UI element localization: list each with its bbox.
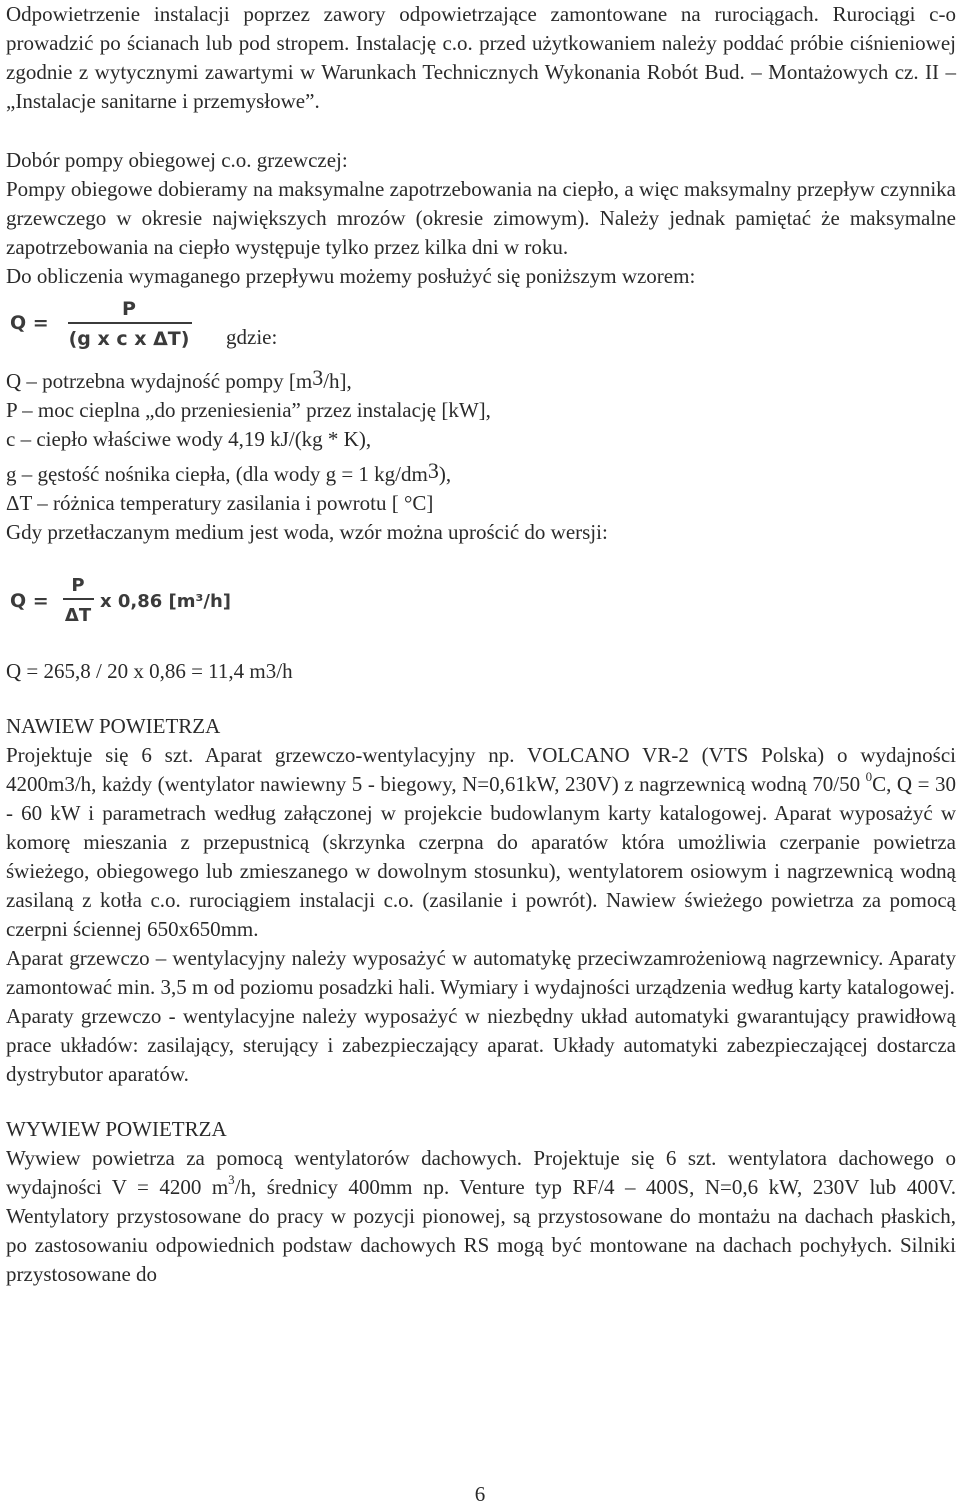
paragraph-wywiew-1: Wywiew powietrza za pomocą wentylatorów dachowych. Projektuje się 6 szt. wentylatora dachowego o wydajności V = 4200 $m^3/h$, średnicy 400mm np. Venture typ RF/4 – 400S, N=0,6 kW, 230V lub 400V. Wentylatory przystosowane do pracy w pozycji pionowej, są przystosowane do montażu na dachach płaskich, po zastosowaniu odpowiednich podstaw dachowych RS mogą być montowane na dachach pochyłych. Silniki przystosowane do (6, 1146, 956, 1286)
flow-formula-graphic (6, 293, 206, 353)
paragraph-formula-intro: Do obliczenia wymaganego przepływu możemy posłużyć się poniższym wzorem: (6, 264, 696, 288)
simplified-formula-graphic (6, 565, 236, 635)
definition-g: g – gęstość nośnika ciepła, (dla wody g = 1 kg/dm3), (6, 458, 452, 486)
paragraph-nawiew-1: Projektuje się 6 szt. Aparat grzewczo-wentylacyjny np. VOLCANO VR-2 (VTS Polska) o wydajności 4200m3/h, każdy (wentylator nawiewny 5 - biegowy, N=0,61kW, 230V) z nagrzewnicą wodną 70/50 $^0$C, Q = 30 - 60 kW i parametrach według załączonej w projekcie budowlanym karty katalogowej. Aparat wyposażyć w komorę mieszania z przepustnicą (skrzynka czerpna do aparatów która umożliwia czerpanie powietrza świeżego, obiegowego lub zmieszanego w dowolnym stosunku), wentylatorem osiowym i nagrzewnicą wodną zasilaną z kotła c.o. rurociągiem instalacji c.o. (zasilanie i powrót). Nawiew świeżego powietrza za pomocą czerpni ściennej 650x650mm. (6, 743, 956, 941)
document-page (6, 0, 956, 1289)
formula1-lhs: Q = (10, 312, 49, 334)
wywiew-heading: WYWIEW POWIETRZA (6, 1117, 227, 1141)
paragraph-pump-selection: Pompy obiegowe dobieramy na maksymalne zapotrzebowania na ciepło, a więc maksymalny przepływ czynnika grzewczego w okresie największych mrozów (okresie zimowym). Należy jednak pamiętać że maksymalne zapotrzebowania na ciepło występuje tylko przez kilka dni w roku. (6, 177, 956, 259)
simplified-formula (6, 565, 956, 643)
nawiew-heading: NAWIEW POWIETRZA (6, 714, 221, 738)
paragraph-nawiew-2: Aparat grzewczo – wentylacyjny należy wyposażyć w automatykę przeciwzamrożeniową nagrzewnicy. Aparaty zamontować min. 3,5 m od poziomu posadzki hali. Wymiary i wydajności urządzenia według karty katalogowej. (6, 946, 956, 999)
definition-p: P – moc cieplna „do przeniesienia” przez instalację [kW], (6, 398, 491, 422)
formula1-numerator: P (122, 298, 136, 320)
formula2-rest: x 0,86 [m³/h] (100, 591, 232, 612)
paragraph-simplify: Gdy przetłaczanym medium jest woda, wzór można uprościć do wersji: (6, 520, 608, 544)
paragraph-nawiew-3: Aparaty grzewczo - wentylacyjne należy wyposażyć w niezbędny układ automatyki gwarantujący prawidłową prace układów: zasilający, sterujący i zabezpieczający aparat. Układy automatyki zabezpieczającej dostarcza dystrybutor aparatów. (6, 1004, 956, 1086)
definition-c: c – ciepło właściwe wody 4,19 kJ/(kg * K), (6, 427, 372, 451)
definition-delta-t: ΔT – różnica temperatury zasilania i powrotu [ °C] (6, 491, 434, 515)
calculation-result: Q = 265,8 / 20 x 0,86 = 11,4 m3/h (6, 659, 293, 683)
formula1-denominator: (g x c x ΔT) (68, 328, 190, 350)
pump-selection-heading: Dobór pompy obiegowej c.o. grzewczej: (6, 148, 348, 172)
formula2-denominator: ΔT (64, 605, 92, 626)
definition-q: Q – potrzebna wydajność pompy [m3/h], (6, 365, 352, 393)
flow-formula (6, 293, 956, 355)
paragraph-odpowietrzenie: Odpowietrzenie instalacji poprzez zawory odpowietrzające zamontowane na rurociągach. Rurociągi c-o prowadzić po ścianach lub pod stropem. Instalację c.o. przed użytkowaniem należy poddać próbie ciśnieniowej zgodnie z wytycznymi zawartymi w Warunkach Technicznych Wykonania Robót Bud. – Montażowych cz. II – „Instalacje sanitarne i przemysłowe”. (6, 2, 956, 113)
formula2-lhs: Q = (10, 590, 49, 612)
gdzie-label: gdzie: (226, 325, 278, 349)
formula2-numerator: P (71, 575, 85, 596)
page-number: 6 (474, 1482, 486, 1506)
